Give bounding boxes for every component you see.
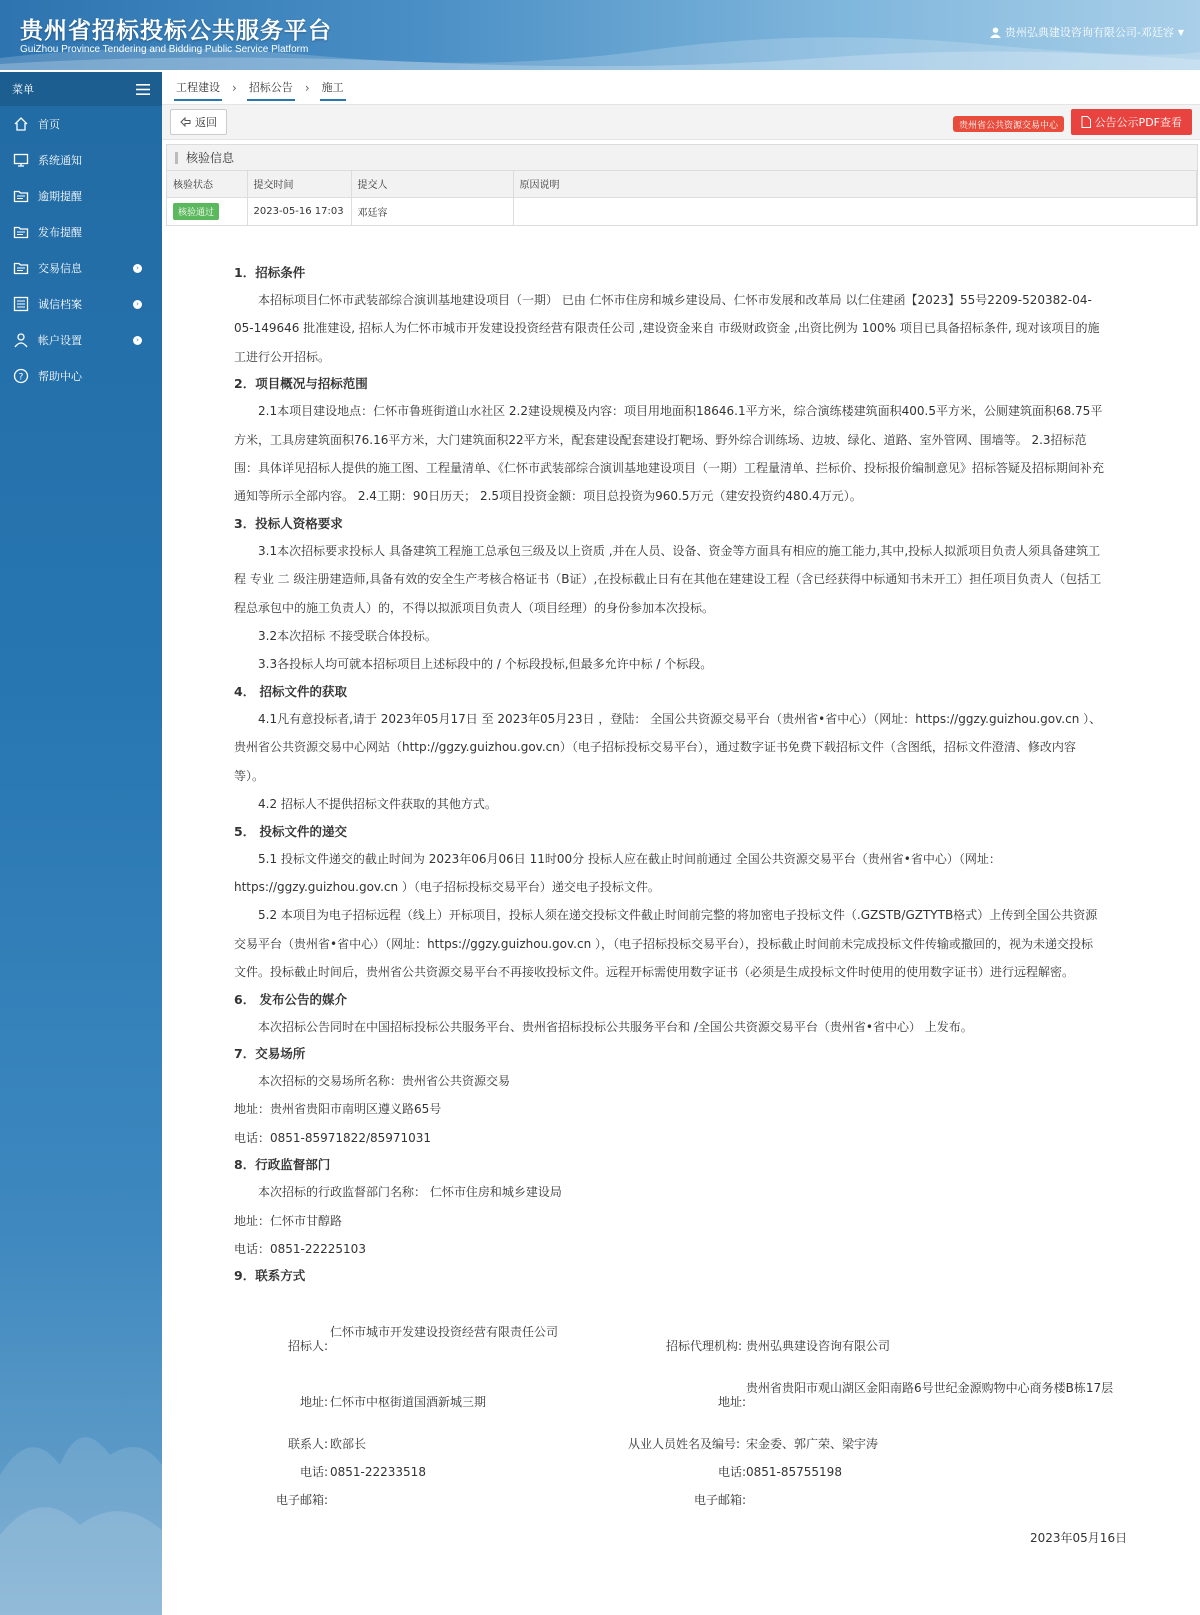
submitter-cell: 邓廷容: [351, 197, 513, 225]
chevron-right-icon: ›: [133, 336, 142, 345]
section-heading: 5． 投标文件的递交: [234, 823, 348, 839]
sidebar-item-overdue[interactable]: [0, 178, 162, 214]
breadcrumb-item[interactable]: 施工: [320, 75, 346, 101]
status-cell: [167, 197, 247, 225]
paragraph: 本次招标的行政监督部门名称： 仁怀市住房和城乡建设局: [258, 1185, 562, 1200]
section-heading: 6． 发布公告的媒介: [234, 991, 348, 1007]
address-label: 地址:: [300, 1395, 329, 1409]
table-row: [167, 197, 1197, 225]
contact-value: 欧部长: [330, 1437, 367, 1451]
section-heading: 9．联系方式: [234, 1268, 306, 1284]
phone-label: 电话:: [718, 1465, 747, 1479]
section-heading: 4． 招标文件的获取: [234, 683, 348, 699]
chevron-right-icon: ›: [232, 81, 237, 95]
contact-table: [234, 1310, 1114, 1510]
user-menu[interactable]: [990, 24, 1184, 40]
paragraph: 地址：仁怀市甘醇路: [234, 1213, 343, 1228]
home-icon: [12, 115, 30, 133]
paragraph: 本次招标公告同时在中国招标投标公共服务平台、贵州省招标投标公共服务平台和 /全国公共资源交易平台（贵州省•省中心） 上发布。: [258, 1019, 973, 1034]
section-heading: 7．交易场所: [234, 1045, 306, 1061]
hamburger-icon[interactable]: [136, 84, 150, 95]
paragraph: 电话：0851-85971822/85971031: [234, 1130, 432, 1145]
user-icon: [12, 331, 30, 349]
phone-value: 0851-22233518: [330, 1465, 426, 1479]
back-button[interactable]: [170, 109, 227, 135]
paragraph: 本招标项目仁怀市武装部综合演训基地建设项目（一期） 已由 仁怀市住房和城乡建设局、仁怀市发展和改革局 以仁住建函【2023】55号2209-520382-04-05-149646 批准建设, 招标人为仁怀市城市开发建设投资经营有限责任公司 ,建设资金来自 市级财政资金 ,出资比例为 100% 项目已具备招标条件, 现对该项目的施工进行公开招标。: [234, 293, 1100, 364]
announcement-body: [234, 260, 1104, 1289]
pdf-icon: [1081, 116, 1091, 128]
sidebar-item-label: 帮助中心: [38, 370, 82, 383]
back-hand-icon: [180, 117, 191, 127]
verify-panel: [166, 144, 1198, 226]
site-subtitle: GuiZhou Province Tendering and Bidding Public Service Platform: [20, 44, 309, 55]
toolbar: [162, 104, 1200, 140]
sidebar-item-label: 逾期提醒: [38, 190, 82, 203]
breadcrumb-item[interactable]: 招标公告: [247, 75, 295, 101]
sidebar-item-help[interactable]: [0, 358, 162, 394]
caret-down-icon: ▼: [1177, 27, 1184, 37]
question-icon: [12, 367, 30, 385]
breadcrumb-item[interactable]: 工程建设: [174, 75, 222, 101]
folder-icon: [12, 187, 30, 205]
address-value: 仁怀市中枢街道国酒新城三期: [330, 1395, 487, 1409]
paragraph: 4.1凡有意投标者,请于 2023年05月17日 至 2023年05月23日 ，登陆： 全国公共资源交易平台（贵州省•省中心）（网址：https://ggzy.guizhou.gov.cn ）、贵州省公共资源交易中心网站（http://ggzy.guizhou.gov.cn）（电子招标投标交易平台），通过数字证书免费下载招标文件（含图纸，招标文件澄清、修改内容等）。: [234, 711, 1102, 783]
site-header: [0, 0, 1200, 70]
paragraph: 5.1 投标文件递交的截止时间为 2023年06月06日 11时00分 投标人应在截止时间前通过 全国公共资源交易平台（贵州省•省中心）（网址：https://ggzy.guizhou.gov.cn ）（电子招标投标交易平台）递交电子投标文件。: [234, 851, 1001, 894]
list-icon: [12, 295, 30, 313]
phone-label: 电话:: [300, 1465, 329, 1479]
paragraph: 3.3各投标人均可就本招标项目上述标段中的 / 个标段投标,但最多允许中标 / 个标段。: [258, 657, 713, 672]
svg-text:?: ?: [18, 372, 24, 383]
announcement-date: 2023年05月16日: [1030, 1531, 1128, 1545]
sidebar-item-publish[interactable]: [0, 214, 162, 250]
status-badge: 核验通过: [173, 203, 219, 220]
reason-cell: [513, 197, 1197, 225]
sidebar-item-label: 首页: [38, 118, 60, 131]
column-header: 原因说明: [513, 171, 1197, 197]
tenderer-value: 仁怀市城市开发建设投资经营有限责任公司: [330, 1325, 559, 1339]
column-header: 提交人: [351, 171, 513, 197]
time-cell: 2023-05-16 17:03: [247, 197, 351, 225]
back-label: 返回: [195, 116, 217, 129]
sidebar-item-label: 诚信档案: [38, 298, 82, 311]
sidebar-item-label: 帐户设置: [38, 334, 82, 347]
verify-table: [167, 171, 1197, 225]
section-heading: 8．行政监督部门: [234, 1157, 331, 1173]
section-heading: 2．项目概况与招标范围: [234, 376, 368, 392]
column-header: 核验状态: [167, 171, 247, 197]
address-value: 贵州省贵阳市观山湖区金阳南路6号世纪金源购物中心商务楼B栋17层: [746, 1381, 1114, 1395]
trading-center-badge: 贵州省公共资源交易中心: [953, 116, 1064, 132]
paragraph: 3.1本次招标要求投标人 具备建筑工程施工总承包三级及以上资质 ,并在人员、设备、资金等方面具有相应的施工能力,其中,投标人拟派项目负责人须具备建筑工程 专业 二 级注册建造师,具备有效的安全生产考核合格证书（B证）,在投标截止日有在其他在建建设工程（含已经获得中标通知书未开工）担任项目负责人（包括工程总承包中的施工负责人）的，不得以拟派项目负责人（项目经理）的身份参加本次投标。: [234, 543, 1102, 615]
menu-header: [0, 72, 162, 106]
paragraph: 5.2 本项目为电子招标远程（线上）开标项目，投标人须在递交投标文件截止时间前完整的将加密电子投标文件（.GZSTB/GZTYTB格式）上传到全国公共资源交易平台（贵州省•省中心）（网址：https://ggzy.guizhou.gov.cn ），（电子招标投标交易平台），投标截止时间前未完成投标文件传输或撤回的，视为未递交投标文件。投标截止时间后，贵州省公共资源交易平台不再接收投标文件。远程开标需使用数字证书（必须是生成投标文件时使用的使用数字证书）进行远程解密。: [234, 908, 1098, 980]
paragraph: 地址：贵州省贵阳市南明区遵义路65号: [234, 1102, 442, 1117]
user-name: 贵州弘典建设咨询有限公司-邓廷容: [1004, 26, 1174, 39]
menu-label: 菜单: [12, 83, 34, 96]
staff-label: 从业人员姓名及编号:: [628, 1437, 741, 1451]
paragraph: 4.2 招标人不提供招标文件获取的其他方式。: [258, 797, 497, 812]
pdf-label: 公告公示PDF查看: [1094, 116, 1182, 129]
paragraph: 3.2本次招标 不接受联合体投标。: [258, 629, 437, 644]
main-content: [162, 72, 1200, 1615]
staff-value: 宋金委、郭广荣、梁宇涛: [746, 1437, 879, 1451]
pdf-view-button[interactable]: [1071, 109, 1192, 135]
sidebar-item-account[interactable]: [0, 322, 162, 358]
sidebar-item-home[interactable]: [0, 106, 162, 142]
sidebar-item-credit[interactable]: [0, 286, 162, 322]
sidebar-item-label: 系统通知: [38, 154, 82, 167]
paragraph: 2.1本项目建设地点：仁怀市鲁班街道山水社区 2.2建设规模及内容：项目用地面积18646.1平方米，综合演练楼建筑面积400.5平方米，公厕建筑面积68.75平方米，工具房建筑面积76.16平方米，大门建筑面积22平方米，配套建设配套建设打靶场、野外综合训练场、边坡、绿化、道路、室外管网、围墙等。 2.3招标范围：具体详见招标人提供的施工图、工程量清单、《仁怀市武装部综合演训基地建设项目（一期）工程量清单、拦标价、投标报价编制意见》招标答疑及招标期间补充通知等所示全部内容。 2.4工期：90日历天； 2.5项目投资金额：项目总投资为960.5万元（建安投资约480.4万元）。: [234, 404, 1105, 504]
email-label: 电子邮箱:: [276, 1493, 329, 1507]
user-icon: [990, 27, 1001, 38]
folder-icon: [12, 223, 30, 241]
folder-icon: [12, 259, 30, 277]
agency-value: 贵州弘典建设咨询有限公司: [746, 1339, 891, 1353]
verify-title: 核验信息: [167, 145, 1197, 171]
section-heading: 1．招标条件: [234, 265, 306, 280]
sidebar-item-label: 交易信息: [38, 262, 82, 275]
sidebar-item-trade[interactable]: [0, 250, 162, 286]
site-title: 贵州省招标投标公共服务平台: [20, 18, 332, 44]
email-label: 电子邮箱:: [694, 1493, 747, 1507]
section-heading: 3．投标人资格要求: [234, 515, 343, 531]
breadcrumb: [162, 72, 1200, 104]
mountain-decoration: [0, 1355, 162, 1615]
tenderer-label: 招标人:: [288, 1339, 329, 1353]
sidebar-item-label: 发布提醒: [38, 226, 82, 239]
phone-value: 0851-85755198: [746, 1465, 842, 1479]
paragraph: 本次招标的交易场所名称：贵州省公共资源交易: [258, 1073, 511, 1088]
sidebar: [0, 72, 162, 1615]
monitor-icon: [12, 151, 30, 169]
address-label: 地址:: [718, 1395, 747, 1409]
column-header: 提交时间: [247, 171, 351, 197]
chevron-right-icon: ›: [133, 300, 142, 309]
contact-label: 联系人:: [288, 1437, 329, 1451]
chevron-right-icon: ›: [133, 264, 142, 273]
paragraph: 电话：0851-22225103: [234, 1241, 366, 1256]
chevron-right-icon: ›: [304, 81, 310, 95]
sidebar-item-notice[interactable]: [0, 142, 162, 178]
agency-label: 招标代理机构:: [666, 1339, 743, 1353]
